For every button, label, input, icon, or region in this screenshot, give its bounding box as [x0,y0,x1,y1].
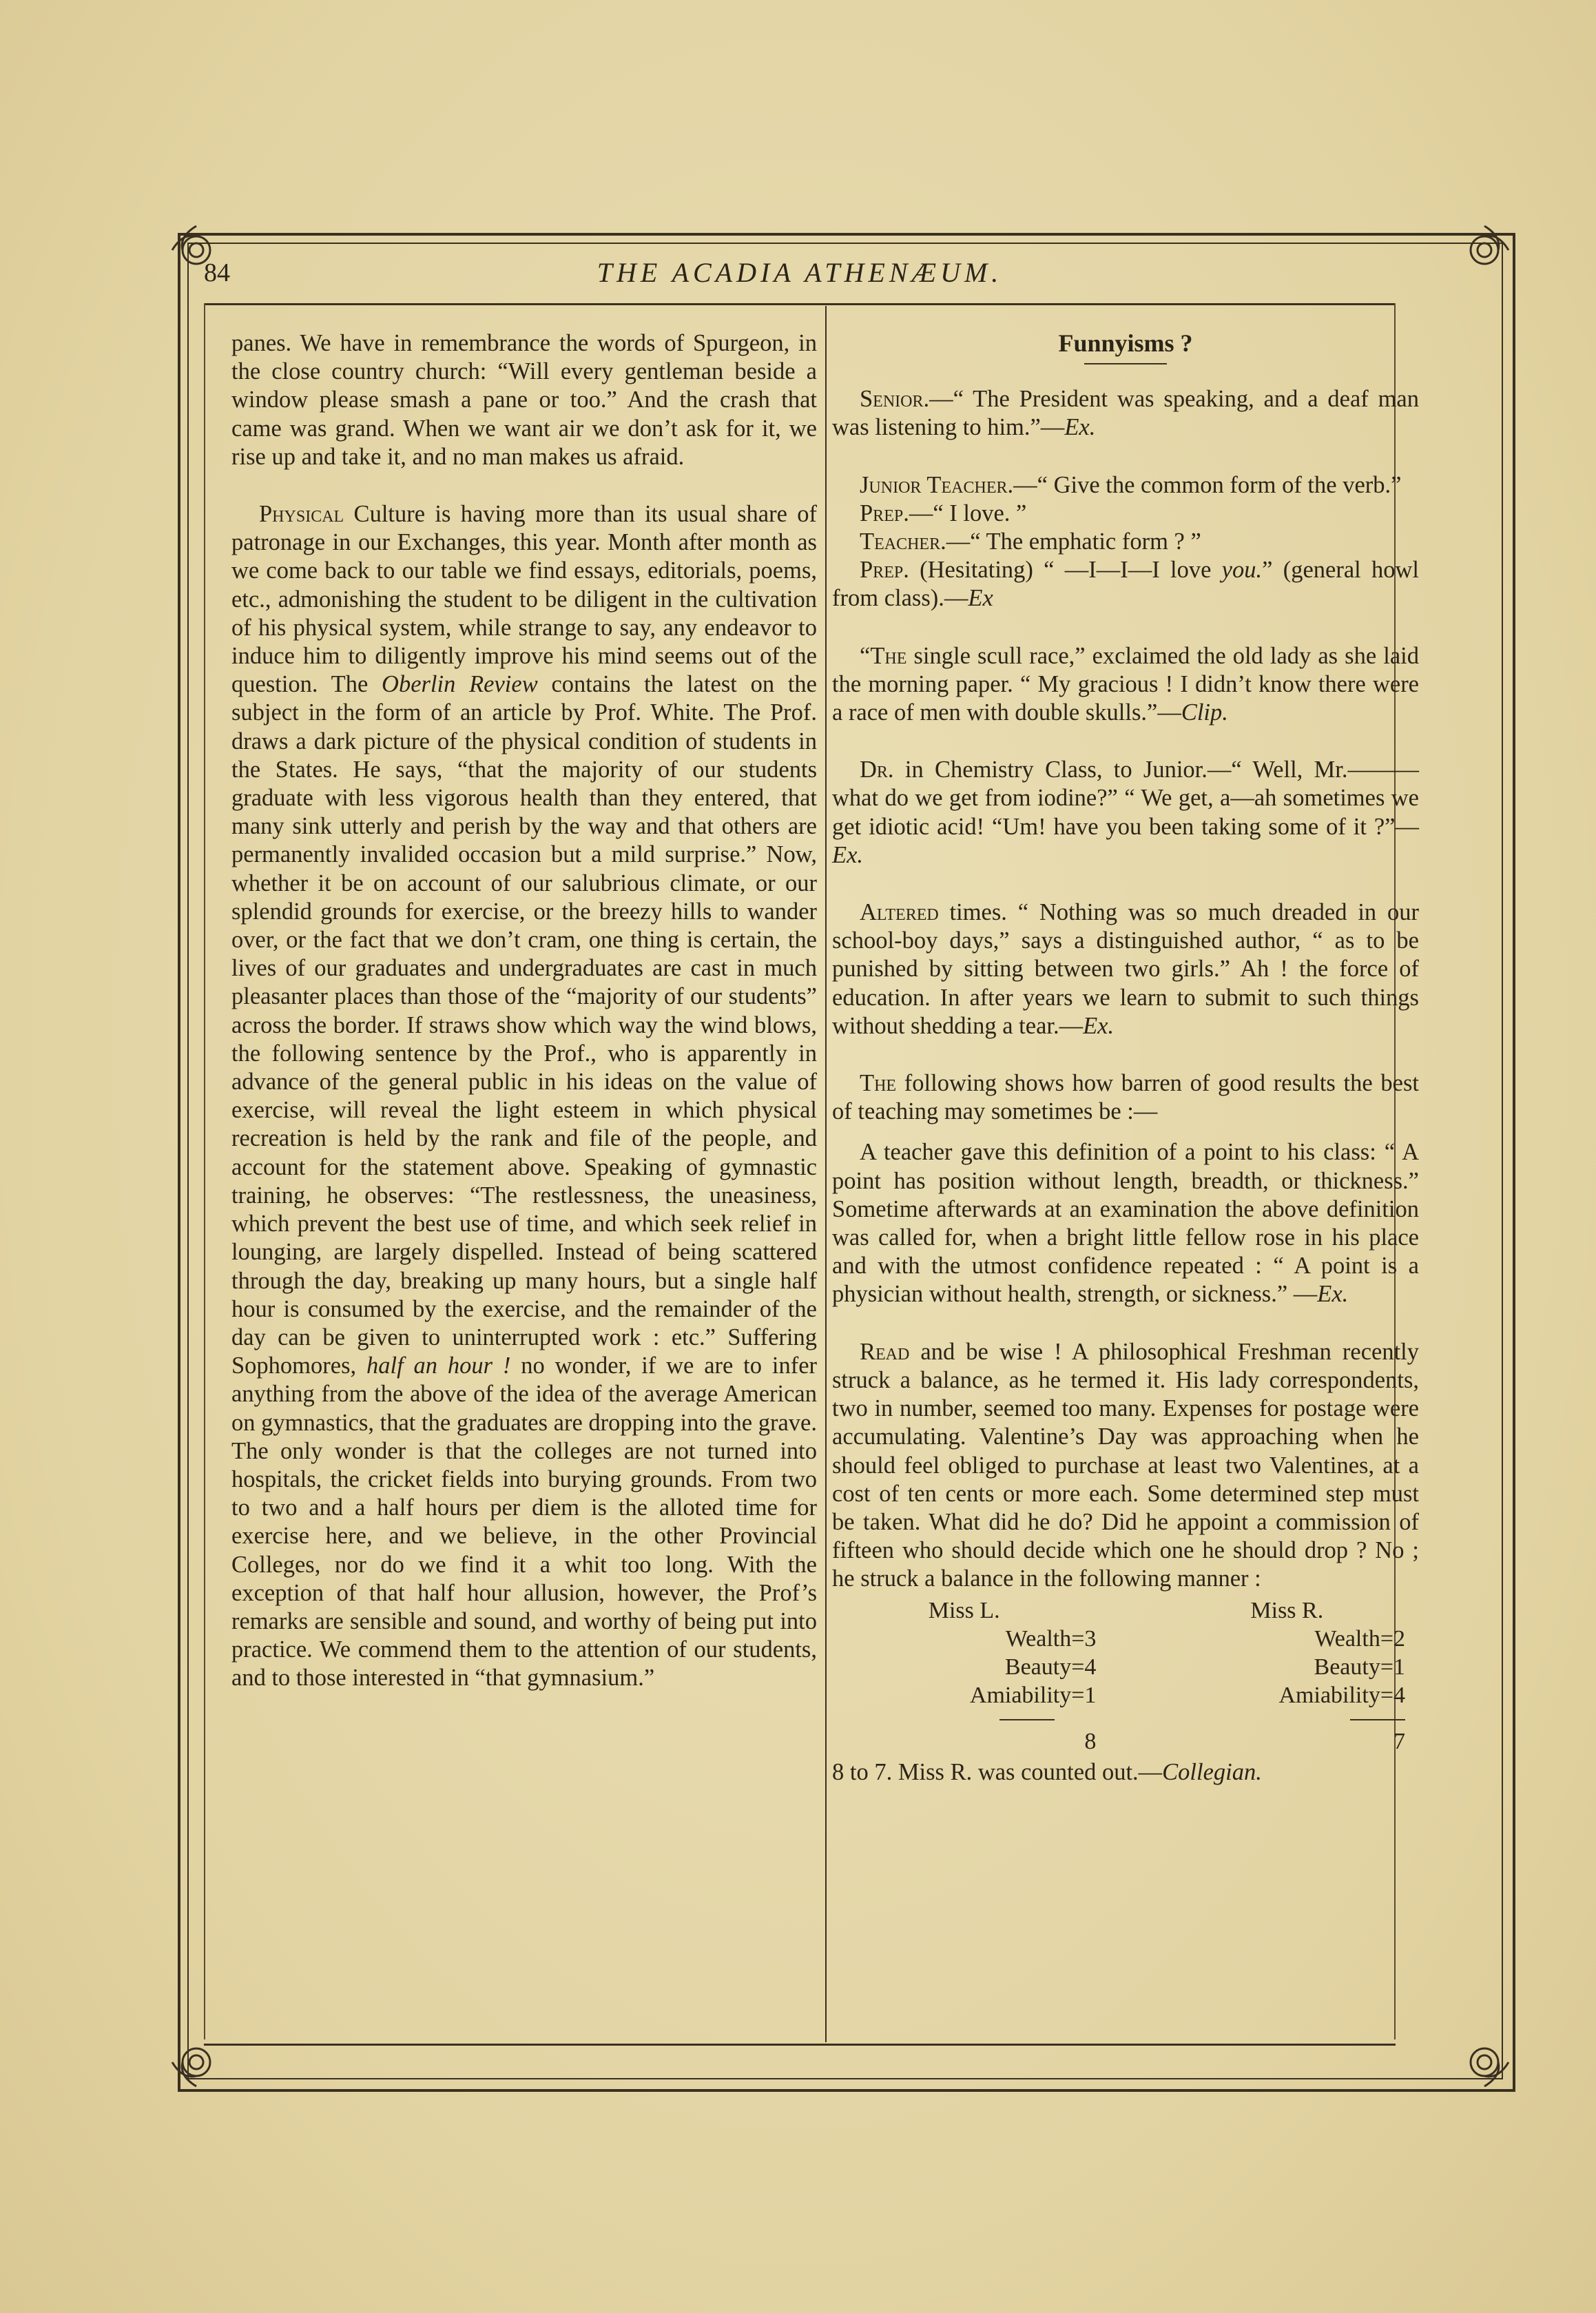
ledger-head-left: Miss L. [928,1597,1000,1623]
item-prep-2: Prep. (Hesitating) “ —I—I—I love you.” (general howl from class).—Ex [832,557,1419,612]
corner-ornament-top-right [1453,219,1515,281]
ledger-total-left: 8 [1084,1728,1097,1754]
item-teacher: Teacher.—“ The emphatic form ? ” [860,528,1201,555]
item-read-and-be-wise: Read and be wise ! A philosophical Freshman recently struck a balance, as he termed it. His lady correspondents, two in number, seemed too many. Expenses for postage were accumulating. Valentine’s Day was approaching when he should feel obliged to purchase at least two Valentines, at a cost of ten cents or more each. Some determined step must be taken. What did he do? Did he appoint a commission of fifteen who should decide which one he should drop ? No ; he struck a balance in the following manner : [832,1338,1419,1592]
lead-word: Physical [259,501,344,528]
item-junior-teacher: Junior Teacher.—“ Give the common form of the verb.” [860,471,1402,498]
item-scull-race: “The single scull race,” exclaimed the old lady as she laid the morning paper. “ My gracious ! I didn’t know there were a race of men with double skulls.”—Clip. [832,642,1419,726]
page-header [204,254,1396,302]
ledger-row: Wealth=3 Wealth=2 [1005,1625,1405,1652]
left-margin-rule [204,303,205,2039]
left-column [231,329,817,1693]
item-following: The following shows how barren of good results the best of teaching may sometimes be :— [832,1070,1419,1125]
ledger-total-right: 7 [1393,1728,1405,1754]
item-senior: Senior.—“ The President was speaking, and a deaf man was listening to him.”—Ex. [832,386,1419,441]
corner-ornament-bottom-left [165,2031,227,2093]
ledger-row: Amiability=1 Amiability=4 [969,1682,1405,1708]
ledger-row: Beauty=4 Beauty=1 [1004,1654,1405,1680]
page-number: 84 [204,258,230,287]
item-chemistry: Dr. in Chemistry Class, to Junior.—“ Well, Mr.——— what do we get from iodine?” “ We get, a—ah sometimes we get idiotic acid! “Um! have you been taking some of it ?”—Ex. [832,757,1419,868]
header-rule [204,303,1396,305]
item-altered-times: Altered times. “ Nothing was so much dreaded in our school-boy days,” says a distinguished author, “ as to be punished by sitting between two girls.” Ah ! the force of education. In after years we learn to submit to such things without shedding a tear.—Ex. [832,899,1419,1039]
emphasis: half an hour ! [366,1353,511,1379]
ledger-totals [832,1727,1419,1756]
title-rule [1084,363,1167,364]
paragraph-panes: panes. We have in remembrance the words of Spurgeon, in the close country church: “Will every gentleman beside a window please smash a pane or too.” And the crash that came was grand. When we want air we don’t ask for it, we rise up and take it, and no man makes us afraid. [231,330,817,470]
right-column [832,329,1419,1787]
ledger-heads [832,1596,1419,1625]
item-final-result: 8 to 7. Miss R. was counted out.—Collegian. [832,1758,1262,1785]
corner-ornament-bottom-right [1453,2031,1515,2093]
footer-rule [204,2044,1396,2046]
running-title: THE ACADIA ATHENÆUM. [597,257,1003,288]
paragraph-physical-culture: Physical Culture is having more than its usual share of patronage in our Exchanges, this year. Month after month as we come back to our table we find essays, editorials, poems, etc., admonishing the student to be diligent in the cultivation of his physical system, while strange to say, any endeavor to induce him to diligently improve his mind seems out of the question. The Oberlin Review contains the latest on the subject in the form of an article by Prof. White. The Prof. draws a dark picture of the physical condition of students in the States. He says, “that the majority of our students graduate with less vigorous health than they entered, that many sink utterly and perish by the way and that others are permanently invalided occasion but a mild surprise.” Now, whether it be on account of our salubrious climate, or our splendid grounds for exercise, or the breezy hills to wander over, or the fact that we don’t cram, one thing is certain, the lives of our graduates and undergraduates are cast in much pleasanter places than those of the “majority of our students” across the border. If straws show which way the wind blows, the following sentence by the Prof., who is apparently in advance of the general public in his ideas on the value of exercise, will reveal the light esteem in which physical recreation is held by the rank and file of the people, and account for the statement above. Speaking of gymnastic training, he observes: “The restlessness, the uneasiness, which prevent the best use of time, and which seek relief in lounging, are largely dispelled. Instead of being scattered through the day, breaking up many hours, but a single half hour is consumed by the exercise, and the remainder of the day can be given to uninterrupted work : etc.” Suffering Sophomores, half an hour ! no wonder, if we are to infer anything from the above of the idea of the average American on gymnastics, that the graduates are dropping into the grave. The only wonder is that the colleges are not turned into hospitals, the cricket fields into burying grounds. From two to two and a half hours per diem is the alloted time for exercise here, and we believe, in the other Provincial Colleges, nor do we find it a whit too long. With the exception of that half hour allusion, however, the Prof’s remarks are sensible and sound, and worthy of being put into practice. We commend them to the attention of our students, and to those interested in “that gymnasium.” [231,501,817,1692]
item-prep-1: Prep.—“ I love. ” [860,500,1027,526]
item-point-definition: A teacher gave this definition of a point to his class: “ A point has position without length, breadth, or thickness.” Sometime afterwards at an examination the above definition was called for, when a bright little fellow rose in his place and with the utmost confidence repeated : “ A point is a physician without health, strength, or sickness.” —Ex. [832,1139,1419,1308]
balance-ledger [832,1596,1419,1756]
section-title: Funnyisms ? [1058,329,1193,357]
publication-title: Oberlin Review [382,671,538,698]
ledger-sum-rules [832,1719,1419,1720]
column-divider [825,306,827,2042]
ledger-head-right: Miss R. [1250,1597,1324,1623]
